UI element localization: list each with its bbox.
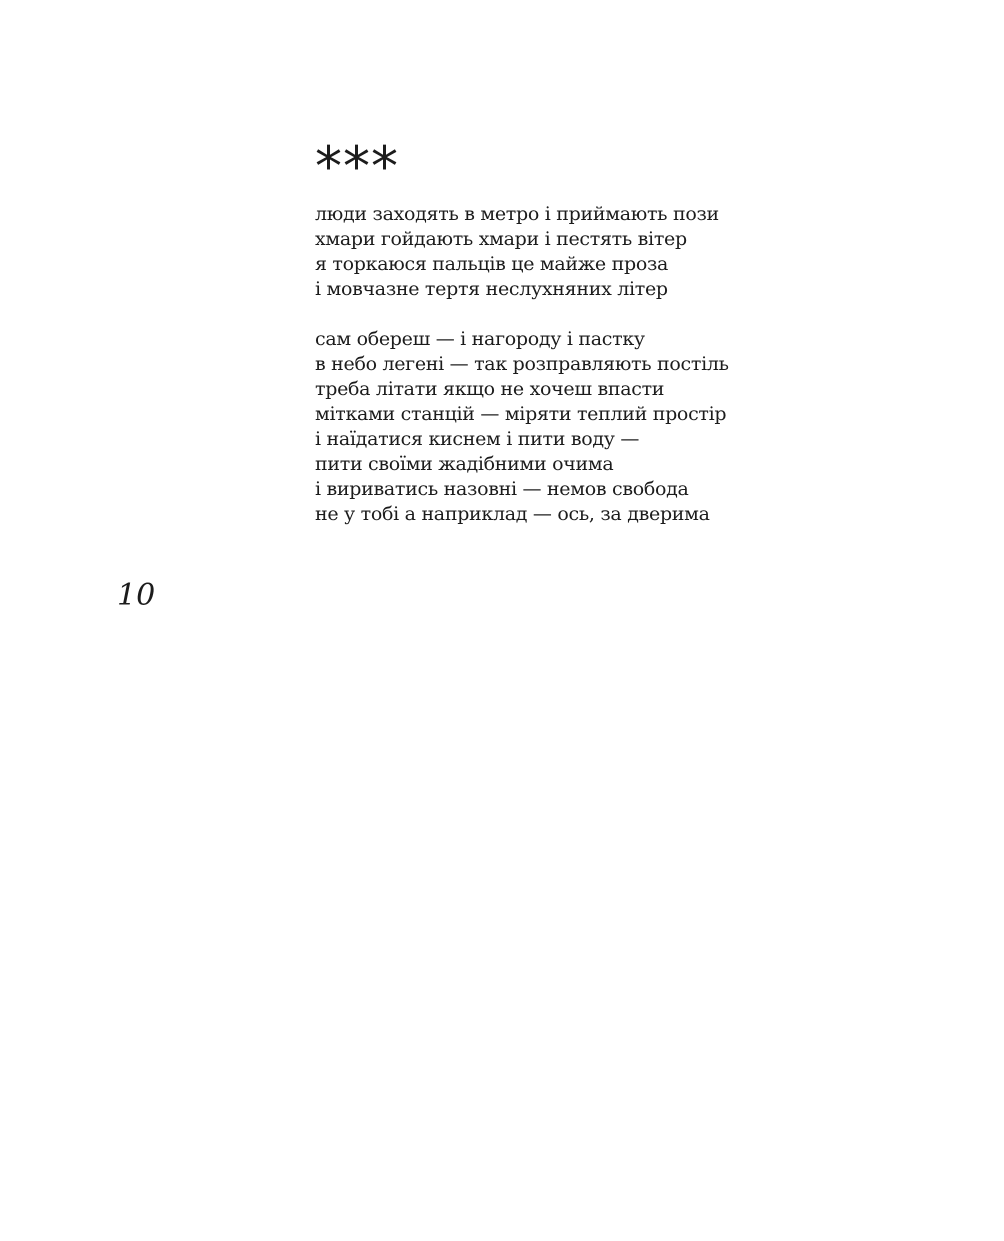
poem-line: і мовчазне тертя неслухняних літер <box>315 278 668 300</box>
poem-line: я торкаюся пальців це майже проза <box>315 253 669 275</box>
poem-line: хмари гойдають хмари і пестять вітер <box>315 228 687 250</box>
poem-line: і вириватись назовні — немов свобода <box>315 478 689 500</box>
poem-line: люди заходять в метро і приймають пози <box>315 203 719 225</box>
poem-line: треба літати якщо не хочеш впасти <box>315 378 665 400</box>
poem-line: пити своїми жадібними очима <box>315 453 614 475</box>
poem-line: і наїдатися киснем і пити воду — <box>315 428 640 450</box>
stanza-1 <box>315 202 915 302</box>
poem-line: в небо легені — так розправляють постіль <box>315 353 729 375</box>
poem-line: мітками станцій — міряти теплий простір <box>315 403 727 425</box>
poem <box>315 135 915 527</box>
page-number: 10 <box>117 578 156 613</box>
poem-line: сам обереш — і нагороду і пастку <box>315 328 645 350</box>
poem-heading: *** <box>315 135 399 198</box>
stanza-2 <box>315 327 915 527</box>
poem-line: не у тобі а наприклад — ось, за дверима <box>315 503 710 525</box>
